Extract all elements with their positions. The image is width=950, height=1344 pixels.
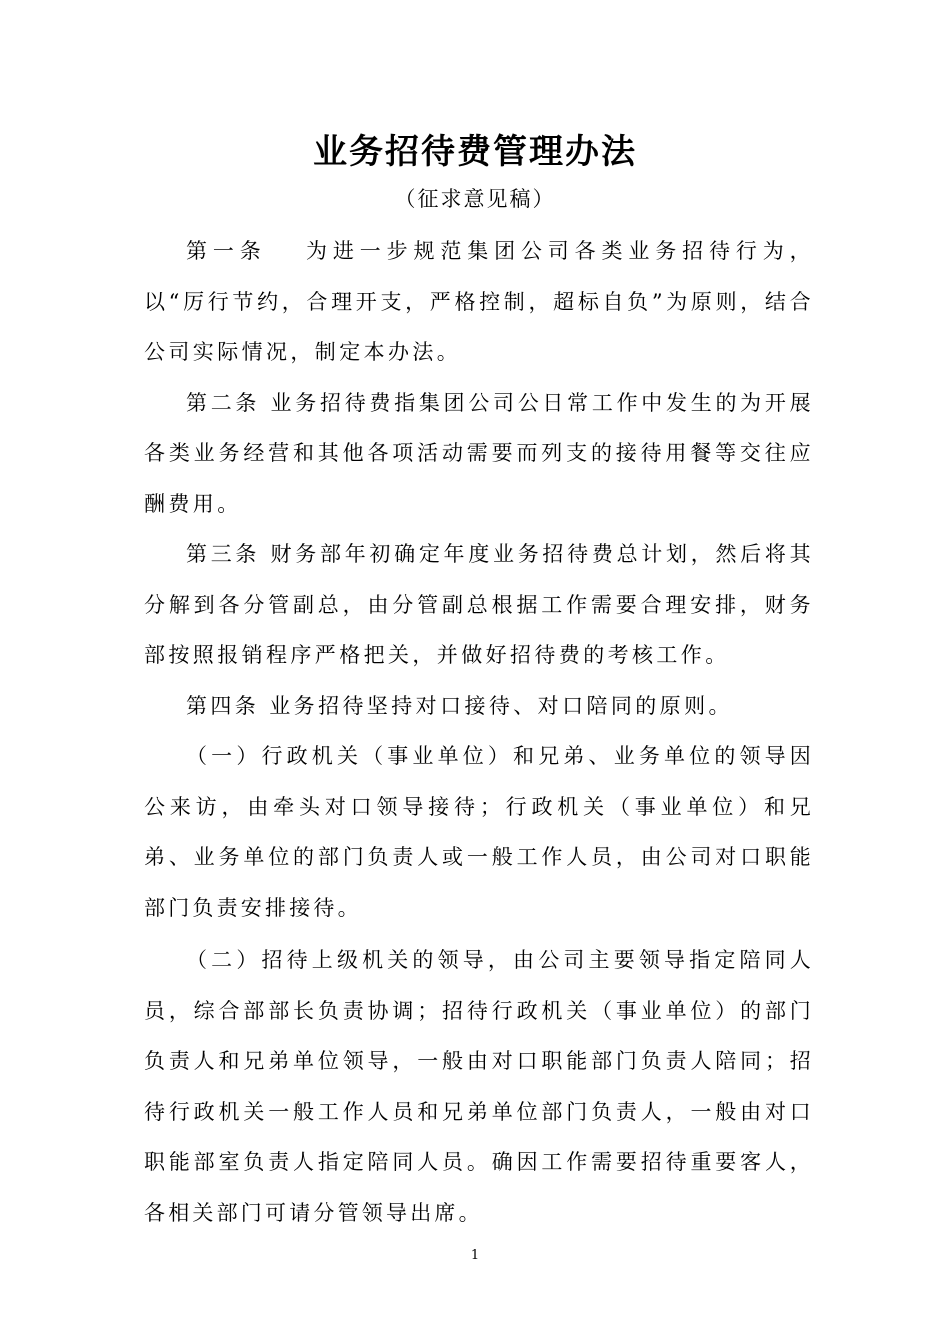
document-subtitle: （征求意见稿） (394, 187, 556, 211)
document-body (144, 226, 814, 1238)
article-3: 第三条 财务部年初确定年度业务招待费总计划，然后将其分解到各分管副总，由分管副总根据工作需要合理安排，财务部按照报销程序严格把关，并做好招待费的考核工作。 (144, 542, 814, 667)
page-number: 1 (470, 1248, 480, 1263)
document-title: 业务招待费管理办法 (313, 132, 637, 172)
article-4-item-2: （二）招待上级机关的领导，由公司主要领导指定陪同人员，综合部部长负责协调；招待行政机关（事业单位）的部门负责人和兄弟单位领导，一般由对口职能部门负责人陪同；招待行政机关一般工作人员和兄弟单位部门负责人，一般由对口职能部室负责人指定陪同人员。确因工作需要招待重要客人，各相关部门可请分管领导出席。 (144, 948, 814, 1225)
article-1: 第一条 为进一步规范集团公司各类业务招待行为，以“厉行节约，合理开支，严格控制，超标自负”为原则，结合公司实际情况，制定本办法。 (144, 239, 814, 364)
article-4-item-1: （一）行政机关（事业单位）和兄弟、业务单位的领导因公来访，由牵头对口领导接待；行政机关（事业单位）和兄弟、业务单位的部门负责人或一般工作人员，由公司对口职能部门负责安排接待。 (144, 744, 814, 920)
article-2: 第二条 业务招待费指集团公司公日常工作中发生的为开展各类业务经营和其他各项活动需要而列支的接待用餐等交往应酬费用。 (144, 390, 814, 516)
article-4: 第四条 业务招待坚持对口接待、对口陪同的原则。 (186, 693, 733, 718)
